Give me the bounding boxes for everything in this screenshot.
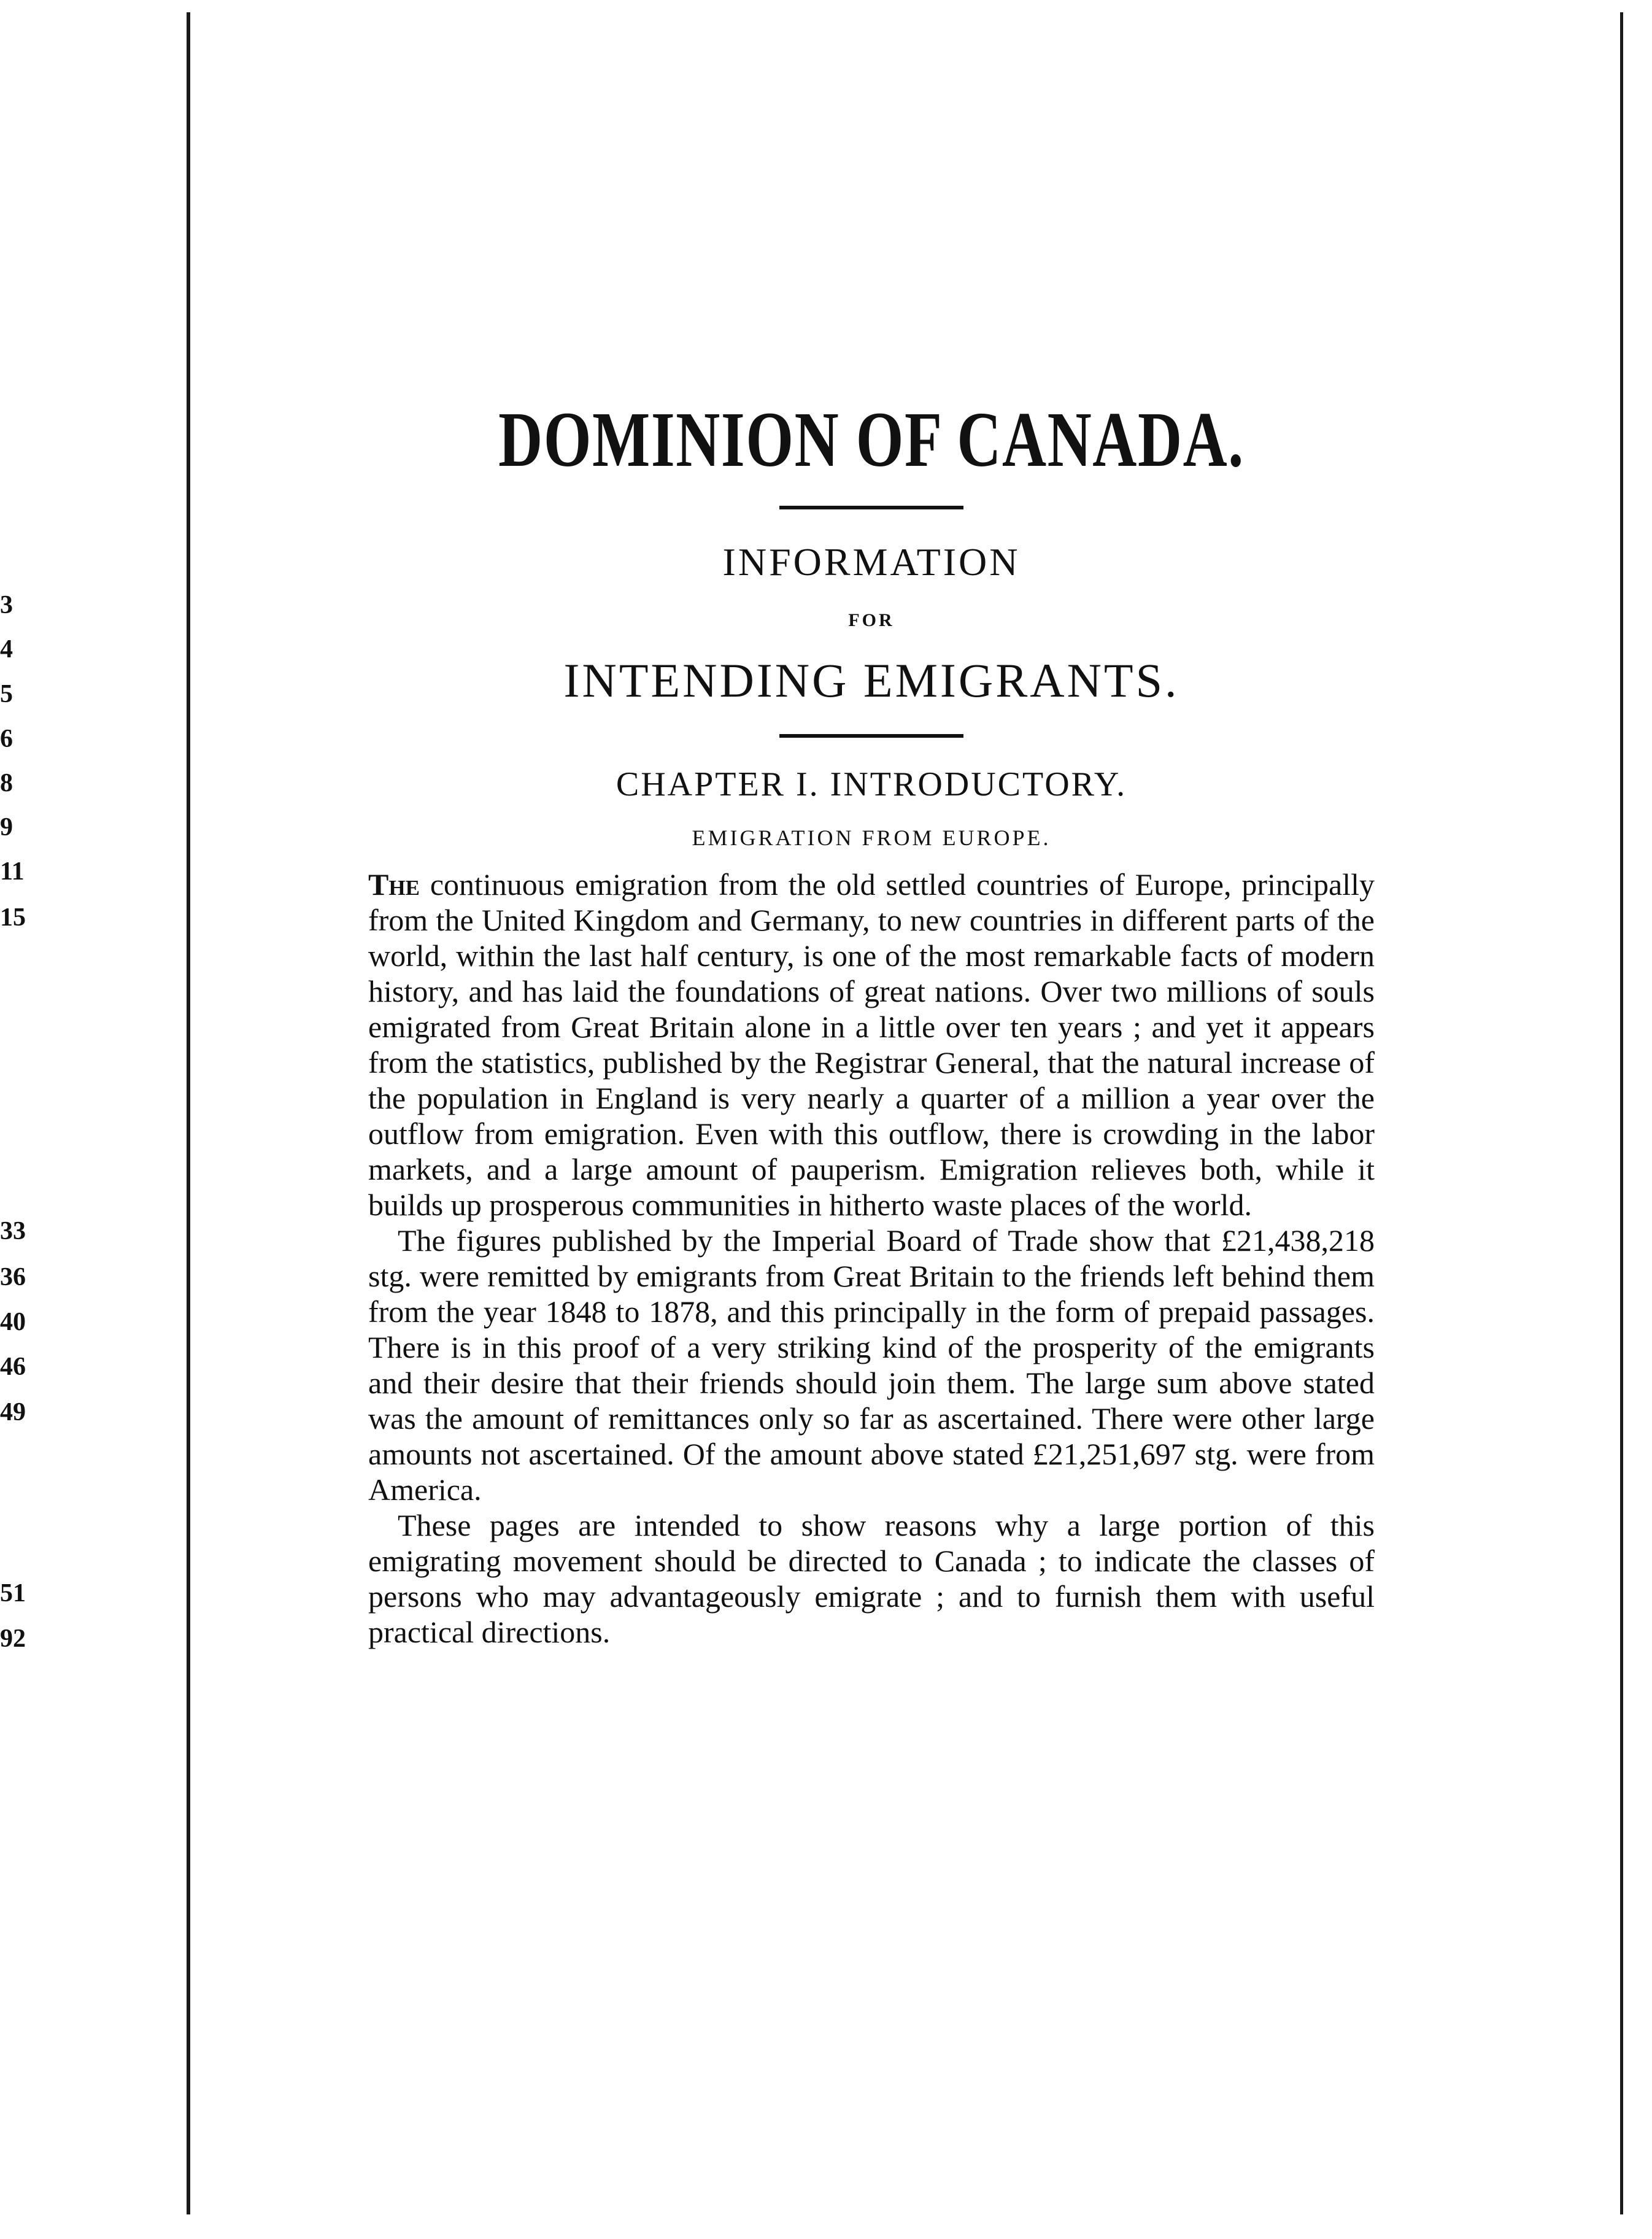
facing-page-numbers	[0, 0, 68, 2239]
section-heading: EMIGRATION FROM EUROPE.	[692, 825, 1051, 850]
margin-number: 36	[0, 1263, 26, 1291]
paragraph-1	[368, 867, 1375, 1223]
margin-number: 46	[0, 1353, 26, 1381]
paragraph-1-text: continuous emigration from the old settled countries of Europe, principally from the United Kingdom and Germany, to new countries in different parts of the world, within the last half century, is one of the most remarkable facts of modern history, and has laid the foundations of great nations. Over two millions of souls emigrated from Great Britain alone in a little over ten years ; and yet it appears from the statistics, published by the Registrar General, that the natural increase of the population in England is very nearly a quarter of a million a year over the outflow from emigration. Even with this outflow, there is crowding in the labor markets, and a large amount of pauperism. Emigration relieves both, while it builds up prosperous communities in hitherto waste places of the world.	[368, 867, 1375, 1222]
margin-number: 5	[0, 680, 13, 708]
margin-number: 33	[0, 1217, 26, 1245]
title-divider	[779, 506, 963, 509]
margin-number: 6	[0, 725, 13, 753]
document-page	[368, 393, 1375, 1650]
subtitle-divider	[779, 734, 963, 738]
body-text	[368, 867, 1375, 1650]
margin-number: 9	[0, 813, 13, 841]
margin-number: 15	[0, 903, 26, 932]
margin-number: 4	[0, 635, 13, 663]
margin-number: 51	[0, 1579, 26, 1607]
document-subtitle: INFORMATION	[722, 539, 1021, 584]
margin-number: 11	[0, 857, 25, 886]
margin-number: 49	[0, 1398, 26, 1426]
chapter-heading: CHAPTER I. INTRODUCTORY.	[616, 765, 1127, 803]
paragraph-2: The figures published by the Imperial Board of Trade show that £21,438,218 stg. were remitted by emigrants from Great Britain to the friends left behind them from the year 1848 to 1878, and this principally in the form of prepaid passages. There is in this proof of a very striking kind of the prosperity of the emigrants and their desire that their friends should join them. The large sum above stated was the amount of remittances only so far as ascertained. There were other large amounts not ascertained. Of the amount above stated £21,251,697 stg. were from America.	[368, 1223, 1375, 1507]
subtitle-connector: FOR	[848, 610, 895, 631]
margin-number: 40	[0, 1308, 26, 1336]
document-subtitle-2: INTENDING EMIGRANTS.	[563, 654, 1179, 708]
margin-number: 3	[0, 591, 13, 619]
page-edge-line	[1620, 12, 1623, 2214]
paragraph-lead-word: The	[368, 867, 420, 902]
margin-number: 92	[0, 1625, 26, 1653]
margin-number: 8	[0, 769, 13, 797]
paragraph-3: These pages are intended to show reasons why a large portion of this emigrating movement should be directed to Canada ; to indicate the classes of persons who may advantageously emigrate ; and to furnish them with useful practical directions.	[368, 1507, 1375, 1649]
document-title: DOMINION OF CANADA.	[498, 396, 1245, 483]
page-gutter-line	[187, 12, 190, 2214]
